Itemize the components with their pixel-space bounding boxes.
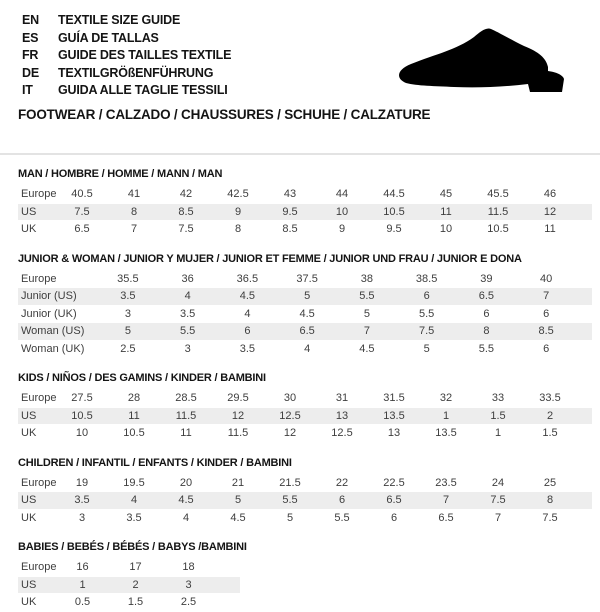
row-pad	[576, 425, 592, 443]
section-title: KIDS / NIÑOS / DES GAMINS / KINDER / BAMBINI	[18, 372, 266, 384]
size-value: 6	[516, 340, 576, 358]
section-title: BABIES / BEBÉS / BÉBÉS / BABYS /BAMBINI	[18, 541, 247, 553]
size-value: 0.5	[56, 594, 109, 612]
size-value: 4	[158, 288, 218, 306]
row-label: UK	[18, 594, 56, 612]
table-row	[18, 559, 240, 576]
table-row	[18, 407, 592, 425]
size-value: 4.5	[337, 340, 397, 358]
size-value: 11	[108, 407, 160, 425]
size-value: 3	[56, 509, 108, 527]
size-value: 8	[457, 323, 517, 341]
size-value: 13	[368, 425, 420, 443]
language-row	[22, 82, 231, 100]
table-row	[18, 305, 592, 323]
language-code: IT	[22, 83, 33, 98]
dress-shoe-icon	[392, 24, 578, 98]
size-value: 21.5	[264, 475, 316, 492]
size-value: 6	[397, 288, 457, 306]
size-section	[18, 457, 592, 528]
row-pad	[576, 221, 592, 239]
language-row	[22, 65, 231, 83]
row-label: Junior (US)	[18, 288, 98, 306]
row-label: Europe	[18, 390, 56, 407]
size-value: 23.5	[420, 475, 472, 492]
size-value: 7.5	[397, 323, 457, 341]
size-value: 19.5	[108, 475, 160, 492]
size-value: 8.5	[160, 203, 212, 221]
size-value: 22	[316, 475, 368, 492]
row-pad	[576, 407, 592, 425]
row-pad	[576, 509, 592, 527]
section-title: JUNIOR & WOMAN / JUNIOR Y MUJER / JUNIOR ET FEMME / JUNIOR UND FRAU / JUNIOR E DONA	[18, 252, 522, 265]
size-value: 21	[212, 475, 264, 492]
size-value: 1	[56, 576, 109, 594]
size-value: 9	[212, 203, 264, 221]
size-value: 5.5	[397, 305, 457, 323]
language-row	[22, 12, 231, 30]
size-value: 11	[160, 425, 212, 443]
size-value: 8.5	[516, 323, 576, 341]
table-row	[18, 203, 592, 221]
size-value: 16	[56, 559, 109, 576]
category-line: FOOTWEAR / CALZADO / CHAUSSURES / SCHUHE / CALZATURE	[18, 107, 431, 122]
table-row	[18, 340, 592, 358]
size-value: 28.5	[160, 390, 212, 407]
table-row	[18, 288, 592, 306]
row-label: Woman (US)	[18, 323, 98, 341]
language-list	[22, 12, 231, 100]
size-value: 3.5	[108, 509, 160, 527]
size-value: 28	[108, 390, 160, 407]
size-value: 5	[264, 509, 316, 527]
size-value: 10.5	[108, 425, 160, 443]
size-value: 7.5	[524, 509, 576, 527]
row-label: US	[18, 576, 56, 594]
size-value: 8	[212, 221, 264, 239]
size-value: 11.5	[472, 203, 524, 221]
row-label: UK	[18, 425, 56, 443]
size-value: 38.5	[397, 271, 457, 288]
section-title: MAN / HOMBRE / HOMME / MANN / MAN	[18, 168, 223, 180]
size-value: 18	[162, 559, 215, 576]
table-row	[18, 271, 592, 288]
size-value: 6.5	[420, 509, 472, 527]
row-label: UK	[18, 509, 56, 527]
table-row	[18, 594, 240, 612]
size-value: 11	[420, 203, 472, 221]
size-value: 3.5	[56, 492, 108, 510]
size-value: 3.5	[158, 305, 218, 323]
size-value: 22.5	[368, 475, 420, 492]
size-value: 7.5	[160, 221, 212, 239]
language-code: DE	[22, 65, 39, 80]
size-value: 39	[457, 271, 517, 288]
size-value: 4.5	[218, 288, 278, 306]
language-title: GUIDE DES TAILLES TEXTILE	[58, 48, 232, 63]
language-title: GUÍA DE TALLAS	[58, 30, 159, 45]
size-tables	[18, 168, 592, 612]
size-value: 5	[337, 305, 397, 323]
size-value: 42.5	[212, 186, 264, 203]
size-table	[18, 186, 592, 239]
size-value: 6.5	[457, 288, 517, 306]
size-value: 41	[108, 186, 160, 203]
size-value: 7	[420, 492, 472, 510]
row-pad	[215, 559, 240, 576]
size-value: 35.5	[98, 271, 158, 288]
size-value: 8	[524, 492, 576, 510]
size-value: 31.5	[368, 390, 420, 407]
size-value: 6	[316, 492, 368, 510]
row-pad	[576, 203, 592, 221]
size-value: 3	[158, 340, 218, 358]
size-value: 6.5	[277, 323, 337, 341]
size-value: 1.5	[472, 407, 524, 425]
size-value: 7	[108, 221, 160, 239]
size-value: 9	[316, 221, 368, 239]
size-value: 43	[264, 186, 316, 203]
size-value: 12	[264, 425, 316, 443]
row-pad	[576, 186, 592, 203]
row-pad	[576, 492, 592, 510]
size-value: 30	[264, 390, 316, 407]
table-row	[18, 492, 592, 510]
size-value: 5	[277, 288, 337, 306]
row-pad	[576, 323, 592, 341]
size-value: 7.5	[472, 492, 524, 510]
size-value: 3	[162, 576, 215, 594]
size-value: 6.5	[56, 221, 108, 239]
size-value: 5.5	[457, 340, 517, 358]
size-value: 4	[218, 305, 278, 323]
row-label: US	[18, 203, 56, 221]
size-value: 13	[316, 407, 368, 425]
size-value: 1	[420, 407, 472, 425]
row-pad	[576, 340, 592, 358]
size-value: 10	[420, 221, 472, 239]
size-value: 24	[472, 475, 524, 492]
size-value: 4	[160, 509, 212, 527]
size-value: 5	[212, 492, 264, 510]
size-value: 4	[108, 492, 160, 510]
size-value: 12	[212, 407, 264, 425]
size-value: 13.5	[420, 425, 472, 443]
size-value: 2.5	[162, 594, 215, 612]
language-row	[22, 47, 231, 65]
size-section	[18, 168, 592, 239]
language-code: EN	[22, 13, 39, 27]
size-value: 4.5	[160, 492, 212, 510]
table-row	[18, 475, 592, 492]
size-value: 38	[337, 271, 397, 288]
size-section	[18, 253, 592, 359]
row-pad	[215, 576, 240, 594]
size-value: 8.5	[264, 221, 316, 239]
size-value: 29.5	[212, 390, 264, 407]
size-value: 45.5	[472, 186, 524, 203]
size-value: 11.5	[212, 425, 264, 443]
size-value: 36.5	[218, 271, 278, 288]
row-pad	[215, 594, 240, 612]
size-value: 11.5	[160, 407, 212, 425]
size-value: 6	[457, 305, 517, 323]
size-value: 2	[109, 576, 162, 594]
size-value: 7.5	[56, 203, 108, 221]
size-value: 8	[108, 203, 160, 221]
size-value: 2.5	[98, 340, 158, 358]
row-label: UK	[18, 221, 56, 239]
size-value: 9.5	[264, 203, 316, 221]
size-value: 31	[316, 390, 368, 407]
size-value: 33	[472, 390, 524, 407]
row-label: Europe	[18, 559, 56, 576]
size-value: 4.5	[212, 509, 264, 527]
size-value: 42	[160, 186, 212, 203]
size-value: 27.5	[56, 390, 108, 407]
row-pad	[576, 390, 592, 407]
size-value: 10	[56, 425, 108, 443]
row-label: Junior (UK)	[18, 305, 98, 323]
size-value: 25	[524, 475, 576, 492]
table-row	[18, 390, 592, 407]
table-row	[18, 509, 592, 527]
row-pad	[576, 288, 592, 306]
row-label: Europe	[18, 186, 56, 203]
size-value: 7	[516, 288, 576, 306]
size-value: 5.5	[316, 509, 368, 527]
size-value: 2	[524, 407, 576, 425]
size-value: 3.5	[218, 340, 278, 358]
row-pad	[576, 271, 592, 288]
row-label: Woman (UK)	[18, 340, 98, 358]
size-value: 10	[316, 203, 368, 221]
size-value: 40.5	[56, 186, 108, 203]
size-value: 5.5	[158, 323, 218, 341]
size-value: 10.5	[472, 221, 524, 239]
row-label: US	[18, 492, 56, 510]
size-value: 5	[98, 323, 158, 341]
size-value: 6	[218, 323, 278, 341]
size-value: 5.5	[337, 288, 397, 306]
size-value: 4.5	[277, 305, 337, 323]
size-value: 7	[472, 509, 524, 527]
row-label: US	[18, 407, 56, 425]
size-value: 40	[516, 271, 576, 288]
size-value: 3	[98, 305, 158, 323]
size-value: 3.5	[98, 288, 158, 306]
size-value: 45	[420, 186, 472, 203]
size-value: 19	[56, 475, 108, 492]
size-value: 6	[516, 305, 576, 323]
size-table	[18, 559, 240, 612]
size-value: 46	[524, 186, 576, 203]
size-value: 6.5	[368, 492, 420, 510]
language-title: GUIDA ALLE TAGLIE TESSILI	[58, 83, 228, 98]
table-row	[18, 323, 592, 341]
row-pad	[576, 475, 592, 492]
row-label: Europe	[18, 475, 56, 492]
section-title: CHILDREN / INFANTIL / ENFANTS / KINDER / BAMBINI	[18, 456, 292, 469]
language-title: TEXTILGRÖßENFÜHRUNG	[58, 65, 214, 80]
row-pad	[576, 305, 592, 323]
language-row	[22, 30, 231, 48]
size-table	[18, 475, 592, 528]
table-row	[18, 425, 592, 443]
size-value: 12	[524, 203, 576, 221]
size-value: 4	[277, 340, 337, 358]
size-value: 5	[397, 340, 457, 358]
size-value: 10.5	[56, 407, 108, 425]
size-section	[18, 372, 592, 443]
size-value: 12.5	[316, 425, 368, 443]
size-value: 6	[368, 509, 420, 527]
size-value: 33.5	[524, 390, 576, 407]
table-row	[18, 186, 592, 203]
table-row	[18, 221, 592, 239]
size-table	[18, 271, 592, 359]
size-value: 9.5	[368, 221, 420, 239]
size-table	[18, 390, 592, 443]
size-value: 1	[472, 425, 524, 443]
language-title: TEXTILE SIZE GUIDE	[58, 13, 181, 27]
size-value: 13.5	[368, 407, 420, 425]
row-label: Europe	[18, 271, 98, 288]
size-value: 5.5	[264, 492, 316, 510]
table-row	[18, 576, 240, 594]
size-value: 17	[109, 559, 162, 576]
size-section	[18, 541, 592, 612]
size-value: 20	[160, 475, 212, 492]
size-value: 37.5	[277, 271, 337, 288]
size-value: 44	[316, 186, 368, 203]
language-code: ES	[22, 30, 39, 45]
language-code: FR	[22, 48, 39, 63]
size-value: 1.5	[524, 425, 576, 443]
section-divider	[0, 153, 600, 155]
size-value: 1.5	[109, 594, 162, 612]
size-value: 44.5	[368, 186, 420, 203]
size-value: 36	[158, 271, 218, 288]
size-value: 12.5	[264, 407, 316, 425]
size-value: 7	[337, 323, 397, 341]
size-value: 10.5	[368, 203, 420, 221]
size-value: 11	[524, 221, 576, 239]
size-value: 32	[420, 390, 472, 407]
